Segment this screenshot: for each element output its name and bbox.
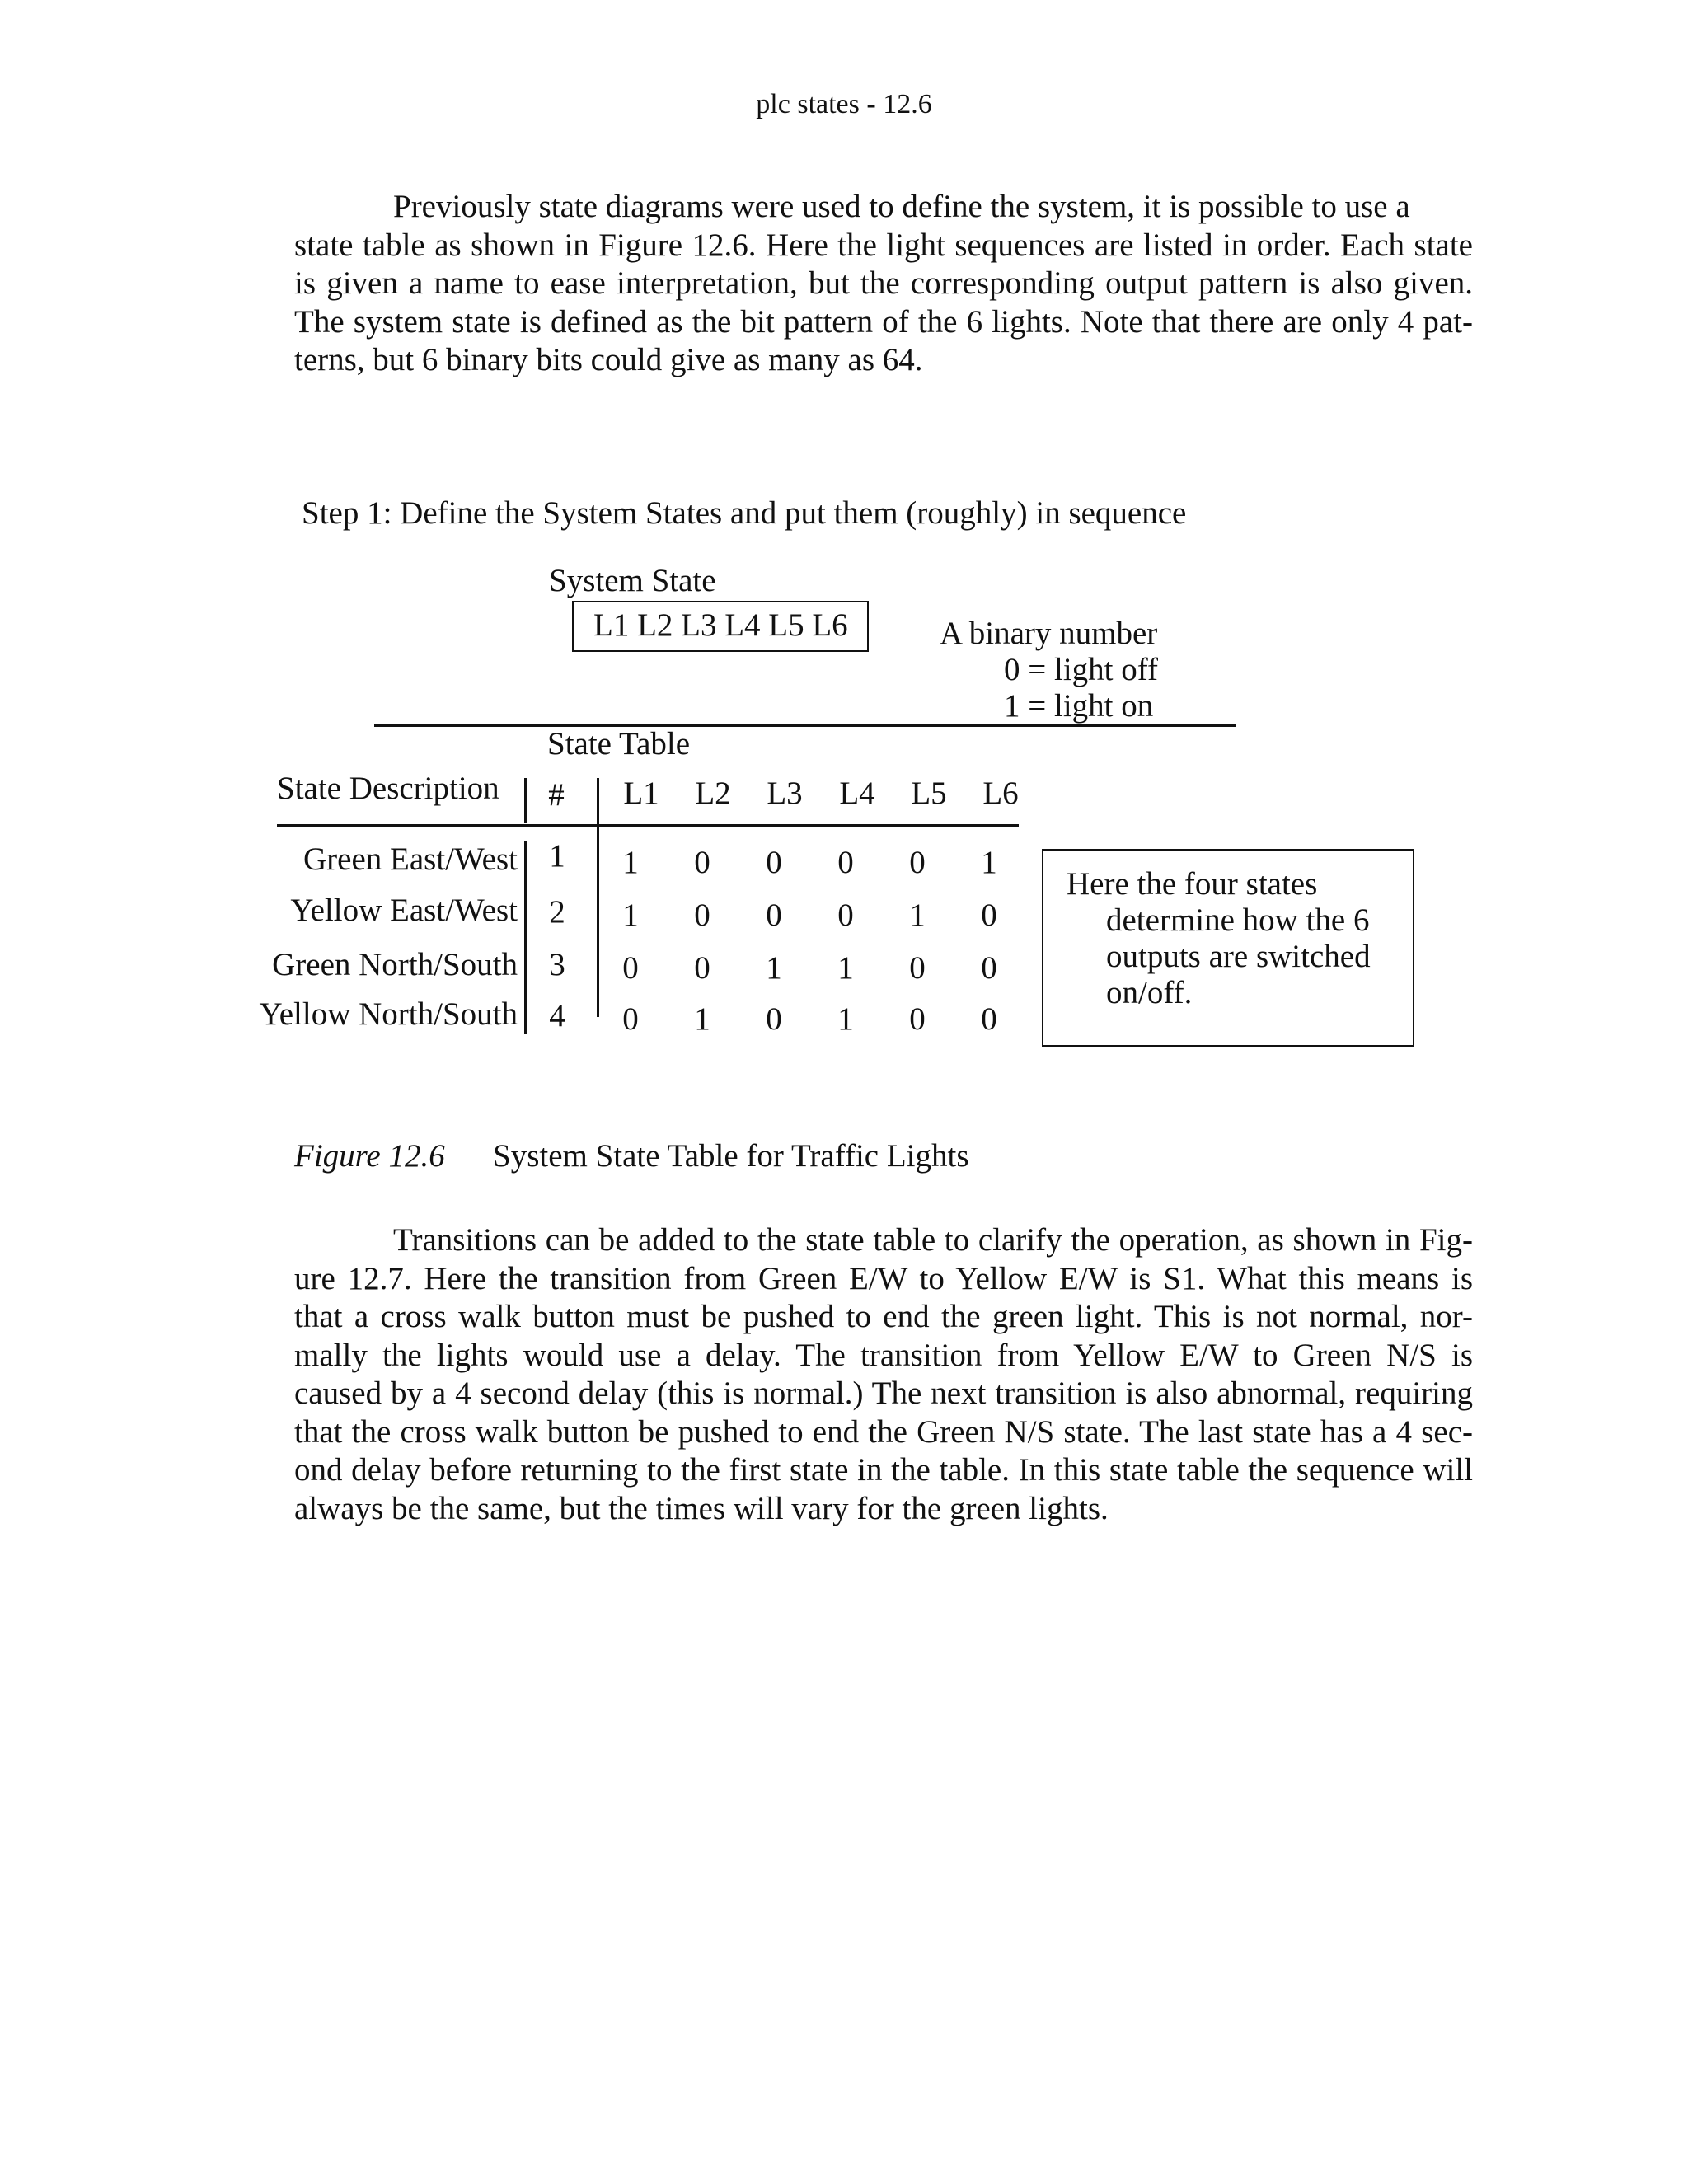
system-state-bits: L1 L2 L3 L4 L5 L6 <box>593 607 848 643</box>
bit-cell: 0 <box>766 845 782 880</box>
paragraph-line: The system state is defined as the bit pattern of the 6 lights. Note that there are only 4 pat- <box>294 303 1473 340</box>
state-description: Green East/West <box>302 841 518 877</box>
callout-line: determine how the 6 <box>1106 902 1370 938</box>
paragraph-line: is given a name to ease interpretation, but the corresponding output pattern is also given. <box>294 265 1473 301</box>
system-state-label: System State <box>549 563 716 598</box>
bit-cell: 0 <box>766 1001 782 1037</box>
bit-cell: 1 <box>766 950 782 986</box>
bit-cell: 0 <box>981 950 997 986</box>
light-header-l3: L3 <box>767 776 803 811</box>
state-number: 3 <box>549 947 565 982</box>
state-number: 4 <box>549 998 565 1033</box>
figure-caption-text: System State Table for Traffic Lights <box>493 1138 969 1174</box>
step-title: Step 1: Define the System States and put them (roughly) in sequence <box>302 495 1187 531</box>
description-divider-top <box>524 778 527 823</box>
paragraph-line: state table as shown in Figure 12.6. Here the light sequences are listed in order. Each state <box>294 227 1473 263</box>
state-number: 1 <box>549 838 565 874</box>
bit-cell: 0 <box>694 950 710 986</box>
figure-caption-label: Figure 12.6 <box>294 1138 445 1174</box>
state-number: 2 <box>549 894 565 930</box>
light-header-l1: L1 <box>623 776 659 811</box>
state-description: Yellow East/West <box>290 893 518 928</box>
binary-note-title: A binary number <box>940 616 1158 651</box>
paragraph-line: always be the same, but the times will vary for the green lights. <box>294 1490 1109 1526</box>
binary-note-on: 1 = light on <box>1004 688 1154 724</box>
bit-cell: 0 <box>909 845 926 880</box>
paragraph-line: caused by a 4 second delay (this is normal.) The next transition is also abnormal, requiring <box>294 1376 1473 1411</box>
state-description: Yellow North/South <box>259 996 518 1032</box>
bit-cell: 1 <box>622 845 639 880</box>
paragraph-line: that the cross walk button be pushed to end the Green N/S state. The last state has a 4 sec- <box>294 1413 1473 1450</box>
paragraph-line: Previously state diagrams were used to define the system, it is possible to use a <box>393 189 1410 224</box>
bit-cell: 0 <box>766 898 782 933</box>
bit-cell: 1 <box>981 845 997 880</box>
bit-cell: 0 <box>909 950 926 986</box>
bit-cell: 0 <box>694 898 710 933</box>
paragraph-line: terns, but 6 binary bits could give as many as 64. <box>294 342 923 377</box>
light-header-l5: L5 <box>911 776 947 811</box>
number-divider <box>597 778 599 1017</box>
bit-cell: 0 <box>622 1001 639 1037</box>
bit-cell: 1 <box>837 1001 854 1037</box>
bit-cell: 0 <box>622 950 639 986</box>
bit-cell: 0 <box>909 1001 926 1037</box>
state-table-label: State Table <box>547 726 691 762</box>
bit-cell: 0 <box>837 845 854 880</box>
callout-line: on/off. <box>1106 975 1193 1010</box>
light-header-l6: L6 <box>982 776 1019 811</box>
paragraph-line: ond delay before returning to the first state in the table. In this state table the sequence will <box>294 1452 1473 1488</box>
bit-cell: 0 <box>981 1001 997 1037</box>
paragraph-line: mally the lights would use a delay. The transition from Yellow E/W to Green N/S is <box>294 1337 1473 1373</box>
description-divider <box>524 841 527 1034</box>
transition-paragraph <box>294 1221 1473 1528</box>
running-header: plc states - 12.6 <box>756 89 932 120</box>
bit-cell: 1 <box>694 1001 710 1037</box>
bit-cell: 1 <box>622 898 639 933</box>
paragraph-line: Transitions can be added to the state table to clarify the operation, as shown in Fig- <box>393 1222 1473 1258</box>
state-description: Green North/South <box>272 947 518 982</box>
binary-note-off: 0 = light off <box>1004 652 1159 687</box>
state-description-header: State Description <box>277 771 499 806</box>
number-header: # <box>548 777 565 813</box>
paragraph-line: ure 12.7. Here the transition from Green E/W to Yellow E/W is S1. What this means is <box>294 1260 1473 1296</box>
bit-cell: 1 <box>909 898 926 933</box>
bit-cell: 1 <box>837 950 854 986</box>
bit-cell: 0 <box>837 898 854 933</box>
bit-cell: 0 <box>981 898 997 933</box>
callout-line: Here the four states <box>1067 866 1318 902</box>
light-header-l2: L2 <box>695 776 731 811</box>
bit-cell: 0 <box>694 845 710 880</box>
paragraph-line: that a cross walk button must be pushed to end the green light. This is not normal, nor- <box>294 1299 1473 1334</box>
callout-line: outputs are switched <box>1106 939 1371 974</box>
light-header-l4: L4 <box>839 776 875 811</box>
